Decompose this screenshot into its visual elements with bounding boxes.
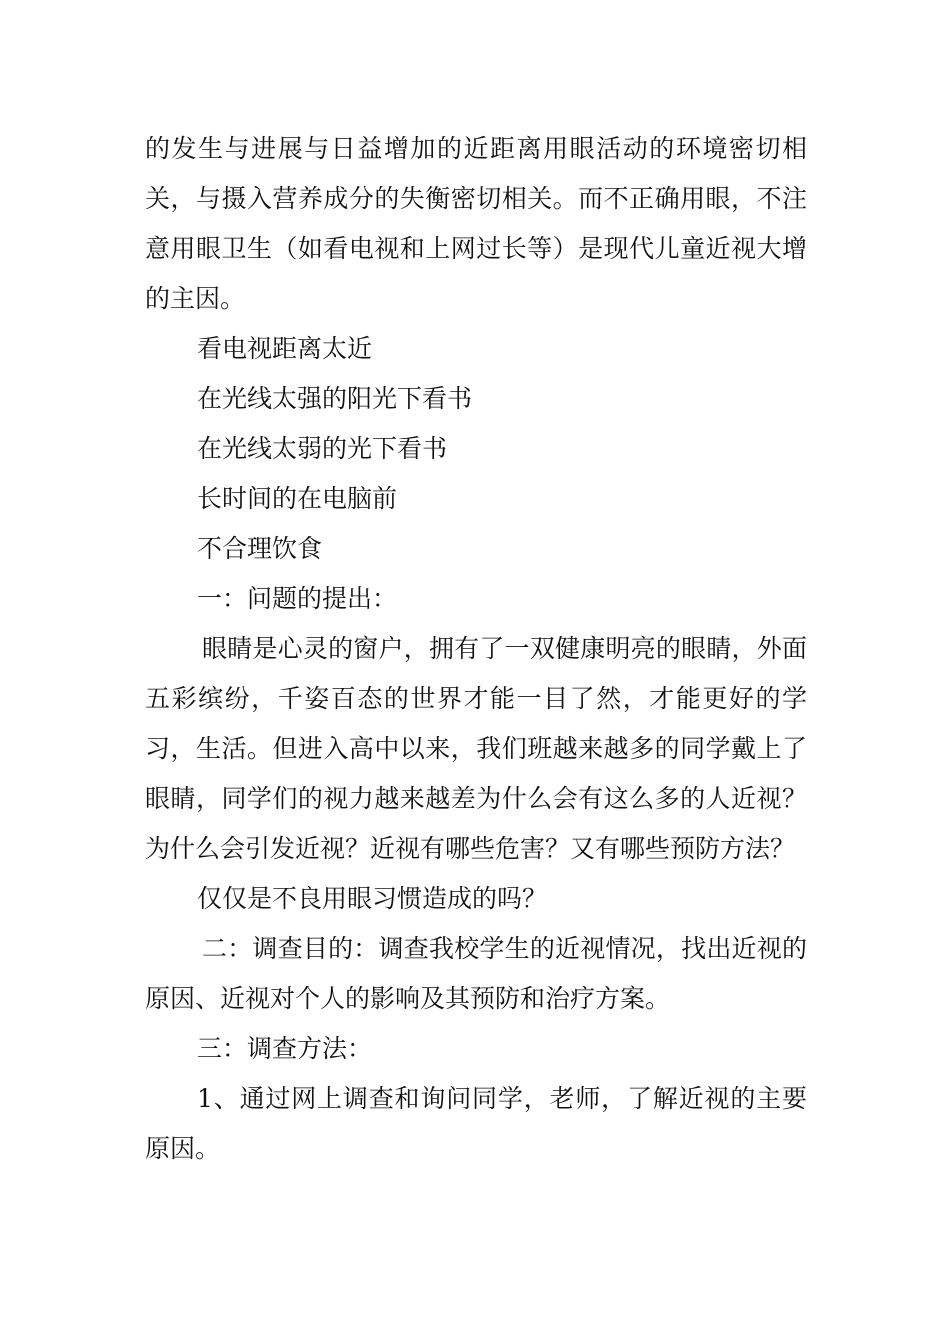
list-item-weak-light: 在光线太弱的光下看书 [197,434,448,463]
paragraph-question: 仅仅是不良用眼习惯造成的吗？ [197,884,548,913]
list-item-tv-distance: 看电视距离太近 [197,334,373,363]
list-item-computer-time: 长时间的在电脑前 [197,484,398,513]
paragraph-purpose: 二：调查目的：调查我校学生的近视情况，找出近视的原因、近视对个人的影响及其预防和治疗方案。 [145,934,807,1013]
section-heading-method: 三：调查方法： [197,1034,373,1063]
list-item-strong-light: 在光线太强的阳光下看书 [197,384,473,413]
document-body [145,124,807,1174]
paragraph-problem: 眼睛是心灵的窗户，拥有了一双健康明亮的眼睛，外面五彩缤纷，千姿百态的世界才能一目了然，才能更好的学习，生活。但进入高中以来，我们班越来越多的同学戴上了眼睛，同学们的视力越来越差为什么会有这么多的人近视？为什么会引发近视？近视有哪些危害？又有哪些预防方法？ [145,634,807,863]
section-heading-problem: 一：问题的提出： [197,584,398,613]
paragraph-method-1: 1、通过网上调查和询问同学，老师，了解近视的主要原因。 [145,1084,807,1163]
paragraph-causes-intro: 的发生与进展与日益增加的近距离用眼活动的环境密切相关，与摄入营养成分的失衡密切相关。而不正确用眼，不注意用眼卫生（如看电视和上网过长等）是现代儿童近视大增的主因。 [145,134,807,313]
list-item-diet: 不合理饮食 [197,534,323,563]
